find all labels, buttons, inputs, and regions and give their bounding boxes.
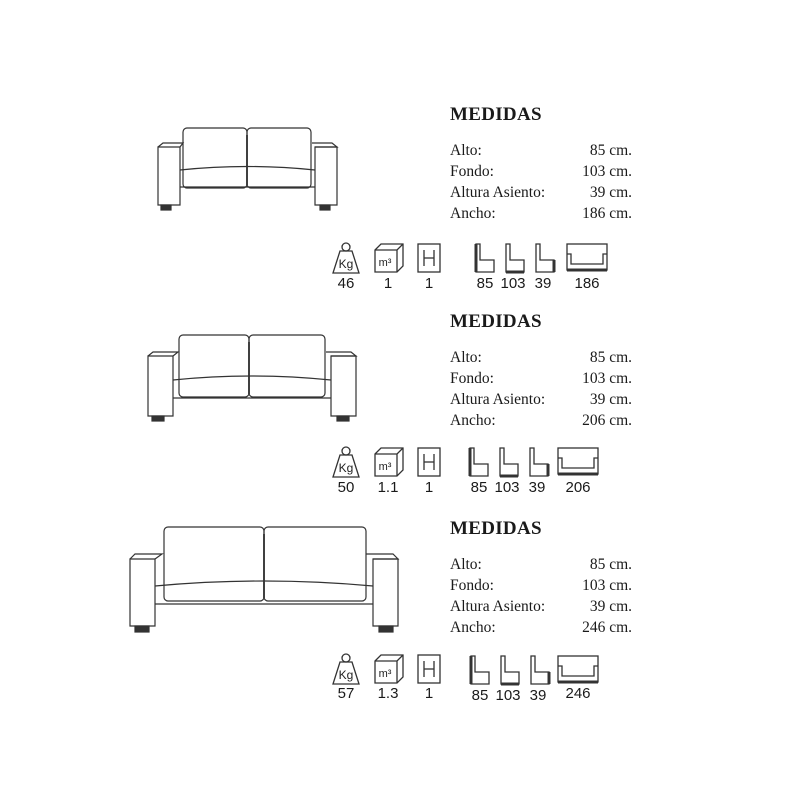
product-block-2	[0, 307, 800, 514]
spec-row-seat-height	[450, 389, 632, 410]
specs-panel	[450, 104, 632, 224]
width-icon	[556, 446, 600, 476]
spec-value: 39 cm.	[589, 598, 632, 615]
seat-height-icon	[527, 446, 551, 478]
weight-value: 57	[337, 685, 355, 702]
specs-title: MEDIDAS	[450, 104, 542, 125]
package-icon	[416, 653, 442, 685]
width-icon	[556, 654, 600, 684]
depth-icon	[503, 242, 527, 274]
spec-value: 85 cm.	[589, 349, 632, 366]
svg-text:m³: m³	[378, 257, 392, 269]
svg-text:Kg: Kg	[338, 257, 354, 271]
sofa-drawing-2-5-seat	[145, 332, 360, 424]
package-icon	[416, 446, 442, 478]
spec-row-width	[450, 203, 632, 224]
spec-value: 39 cm.	[589, 391, 632, 408]
spec-value: 246 cm.	[582, 619, 632, 636]
sofa-drawing-2-seat	[155, 125, 340, 213]
width-value: 206	[565, 479, 591, 496]
package-value: 1	[424, 275, 434, 292]
spec-row-height	[450, 347, 632, 368]
weight-value: 46	[337, 275, 355, 292]
spec-row-width	[450, 617, 632, 638]
spec-value: 39 cm.	[589, 184, 632, 201]
specs-title: MEDIDAS	[450, 518, 542, 539]
depth-value: 103	[494, 479, 520, 496]
spec-row-seat-height	[450, 182, 632, 203]
spec-label: Fondo:	[450, 370, 494, 387]
weight-icon	[331, 241, 361, 275]
spec-row-height	[450, 554, 632, 575]
seat-height-icon	[528, 654, 552, 686]
volume-icon	[373, 653, 405, 685]
spec-label: Alto:	[450, 349, 482, 366]
spec-label: Altura Asiento:	[450, 184, 546, 201]
spec-value: 186 cm.	[582, 205, 632, 222]
package-icon	[416, 242, 442, 274]
specs-panel	[450, 518, 632, 638]
width-value: 186	[574, 275, 600, 292]
height-value: 85	[476, 275, 494, 292]
spec-row-depth	[450, 368, 632, 389]
spec-row-width	[450, 410, 632, 431]
spec-value: 103 cm.	[582, 370, 632, 387]
spec-value: 103 cm.	[582, 163, 632, 180]
spec-row-seat-height	[450, 596, 632, 617]
spec-row-depth	[450, 161, 632, 182]
spec-row-depth	[450, 575, 632, 596]
volume-icon	[373, 242, 405, 274]
seat-height-value: 39	[529, 687, 547, 704]
seat-height-value: 39	[534, 275, 552, 292]
depth-icon	[497, 446, 521, 478]
spec-label: Alto:	[450, 142, 482, 159]
spec-label: Ancho:	[450, 619, 496, 636]
spec-label: Ancho:	[450, 412, 496, 429]
height-icon	[467, 446, 491, 478]
volume-value: 1.3	[377, 685, 399, 702]
height-value: 85	[471, 687, 489, 704]
spec-label: Ancho:	[450, 205, 496, 222]
volume-value: 1.1	[377, 479, 399, 496]
volume-icon	[373, 446, 405, 478]
svg-text:m³: m³	[378, 668, 392, 680]
depth-icon	[498, 654, 522, 686]
svg-text:Kg: Kg	[338, 668, 354, 682]
spec-label: Alto:	[450, 556, 482, 573]
spec-label: Altura Asiento:	[450, 598, 546, 615]
seat-height-icon	[533, 242, 557, 274]
weight-value: 50	[337, 479, 355, 496]
svg-text:Kg: Kg	[338, 461, 354, 475]
spec-label: Fondo:	[450, 163, 494, 180]
spec-label: Fondo:	[450, 577, 494, 594]
weight-icon	[331, 445, 361, 479]
package-value: 1	[424, 479, 434, 496]
spec-value: 85 cm.	[589, 556, 632, 573]
width-value: 246	[565, 685, 591, 702]
weight-icon	[331, 652, 361, 686]
height-icon	[473, 242, 497, 274]
depth-value: 103	[500, 275, 526, 292]
svg-text:m³: m³	[378, 461, 392, 473]
height-icon	[468, 654, 492, 686]
volume-value: 1	[383, 275, 393, 292]
product-block-1	[0, 100, 800, 307]
specs-title: MEDIDAS	[450, 311, 542, 332]
spec-value: 85 cm.	[589, 142, 632, 159]
spec-value: 103 cm.	[582, 577, 632, 594]
specs-panel	[450, 311, 632, 431]
product-block-3	[0, 514, 800, 721]
depth-value: 103	[495, 687, 521, 704]
seat-height-value: 39	[528, 479, 546, 496]
spec-row-height	[450, 140, 632, 161]
package-value: 1	[424, 685, 434, 702]
spec-label: Altura Asiento:	[450, 391, 546, 408]
width-icon	[565, 242, 609, 272]
sofa-drawing-3-seat	[127, 524, 402, 639]
spec-value: 206 cm.	[582, 412, 632, 429]
height-value: 85	[470, 479, 488, 496]
